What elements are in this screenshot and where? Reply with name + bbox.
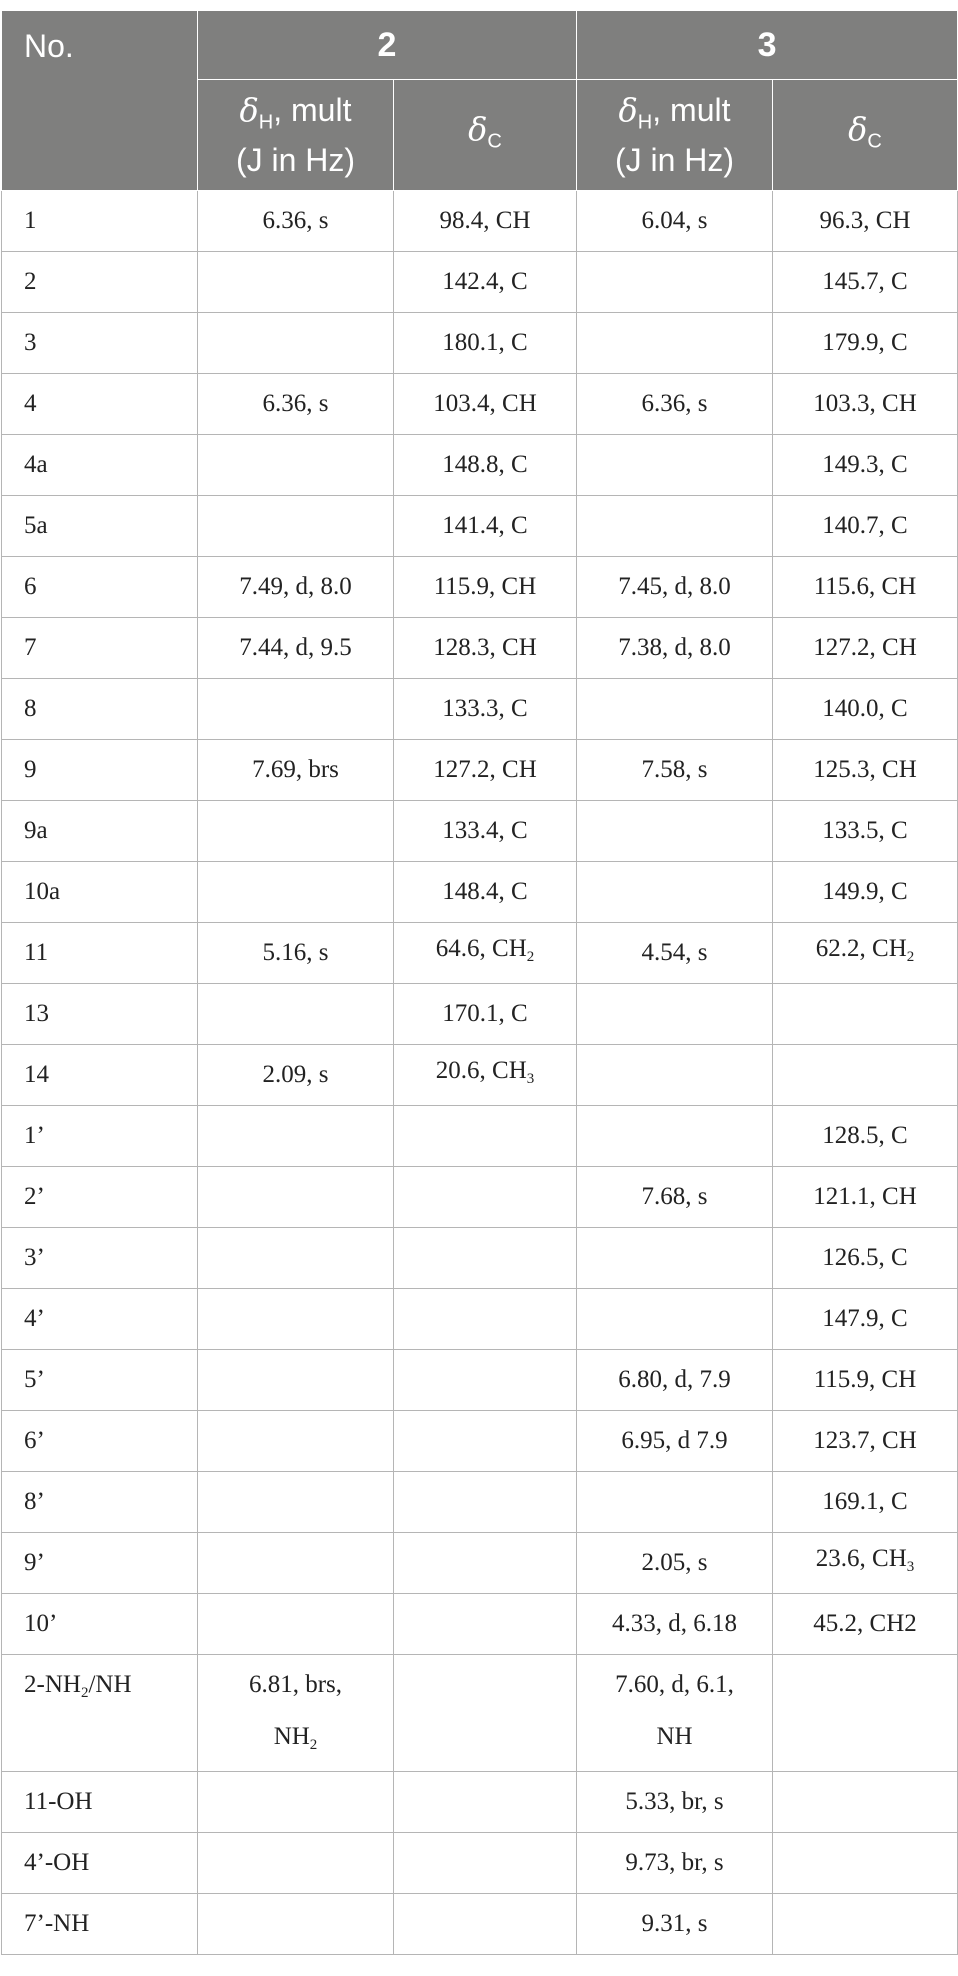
cell-dh-3 — [577, 1594, 773, 1655]
cell-dh-3 — [577, 191, 773, 252]
cell-dh-2 — [198, 435, 394, 496]
cell-dc-3-text: 147.9, C — [822, 1305, 908, 1332]
cell-no — [2, 1655, 198, 1772]
cell-dc-3-text: 145.7, C — [822, 268, 908, 295]
table-row — [2, 1228, 958, 1289]
table-row — [2, 1106, 958, 1167]
table-row — [2, 1350, 958, 1411]
cell-no — [2, 618, 198, 679]
cell-dh-2 — [198, 191, 394, 252]
cell-no-text: 3 — [24, 329, 37, 356]
cell-no — [2, 1472, 198, 1533]
cell-no-text: 4’-OH — [24, 1849, 90, 1876]
cell-dc-2-text: 98.4, CH — [439, 207, 531, 234]
cell-dc-3 — [773, 801, 958, 862]
cell-dc-2 — [394, 313, 577, 374]
cell-no — [2, 1106, 198, 1167]
cell-dh-3-text: 6.36, s — [641, 390, 708, 417]
table-row — [2, 984, 958, 1045]
header-j: (J in Hz) — [614, 142, 735, 179]
cell-dh-3-text: 4.54, s — [641, 939, 708, 966]
cell-no-text: 2 — [24, 268, 37, 295]
cell-dh-3-text: 4.33, d, 6.18 — [612, 1610, 738, 1637]
header-dc-2 — [394, 80, 577, 191]
cell-dc-3-text: 62.2, CH — [815, 935, 907, 962]
cell-dc-3-text: 127.2, CH — [813, 634, 917, 661]
table-row — [2, 801, 958, 862]
cell-no-text: 6’ — [24, 1427, 45, 1454]
cell-dh-3 — [577, 1894, 773, 1955]
cell-dc-2 — [394, 1106, 577, 1167]
cell-dh-2 — [198, 1772, 394, 1833]
cell-dc-2-text: 142.4, C — [442, 268, 528, 295]
cell-dc-3-text: 115.9, CH — [813, 1366, 917, 1393]
cell-dh-2-text: 6.36, s — [262, 207, 329, 234]
cell-dh-3 — [577, 1411, 773, 1472]
cell-dc-3 — [773, 435, 958, 496]
cell-dh-2-text: 7.69, brs — [252, 756, 339, 783]
cell-dh-2 — [198, 1472, 394, 1533]
table-row — [2, 496, 958, 557]
cell-dc-3 — [773, 1045, 958, 1106]
cell-dc-3 — [773, 923, 958, 984]
cell-dc-3 — [773, 618, 958, 679]
cell-dh-2 — [198, 801, 394, 862]
table-body — [2, 191, 958, 1955]
cell-dc-3 — [773, 252, 958, 313]
cell-dh-3-text: 6.80, d, 7.9 — [618, 1366, 731, 1393]
cell-dc-2 — [394, 984, 577, 1045]
header-mult: , mult — [652, 91, 731, 128]
cell-dh-2 — [198, 862, 394, 923]
cell-no — [2, 862, 198, 923]
header-mult: , mult — [273, 91, 352, 128]
cell-dc-3 — [773, 984, 958, 1045]
cell-dh-2 — [198, 984, 394, 1045]
cell-dh-3-text: 7.60, d, 6.1, — [615, 1671, 734, 1698]
cell-dh-3 — [577, 1228, 773, 1289]
cell-dc-2-text: 180.1, C — [442, 329, 528, 356]
cell-dc-2 — [394, 1833, 577, 1894]
cell-dc-3-text: 149.9, C — [822, 878, 908, 905]
cell-dc-2 — [394, 374, 577, 435]
cell-dh-3 — [577, 252, 773, 313]
cell-dc-2 — [394, 1655, 577, 1772]
table-row — [2, 374, 958, 435]
cell-no-text: 5a — [24, 512, 48, 539]
cell-no — [2, 496, 198, 557]
header-compound-2: 2 — [198, 11, 577, 80]
table-row — [2, 252, 958, 313]
cell-dc-3 — [773, 557, 958, 618]
cell-dc-3 — [773, 496, 958, 557]
header-dc-3 — [773, 80, 958, 191]
cell-dc-3 — [773, 1228, 958, 1289]
cell-dc-3 — [773, 1167, 958, 1228]
cell-dh-2 — [198, 1289, 394, 1350]
cell-dc-3-text: 23.6, CH — [815, 1545, 907, 1572]
nmr-data-table — [1, 10, 958, 1955]
cell-dh-2 — [198, 1655, 394, 1772]
cell-no — [2, 1045, 198, 1106]
cell-dh-2 — [198, 1350, 394, 1411]
cell-dh-3 — [577, 1350, 773, 1411]
cell-dc-3 — [773, 1411, 958, 1472]
cell-dc-3-text: 133.5, C — [822, 817, 908, 844]
delta-subscript: H — [258, 111, 274, 134]
header-j: (J in Hz) — [235, 142, 356, 179]
cell-dc-3-text: 140.0, C — [822, 695, 908, 722]
nmr-table-container — [0, 10, 958, 1955]
cell-dh-3-text: 6.04, s — [641, 207, 708, 234]
cell-no — [2, 374, 198, 435]
cell-dc-3 — [773, 1533, 958, 1594]
cell-dc-2 — [394, 435, 577, 496]
cell-dc-3 — [773, 1772, 958, 1833]
cell-dc-2 — [394, 1350, 577, 1411]
cell-dc-3 — [773, 740, 958, 801]
cell-dh-3 — [577, 679, 773, 740]
cell-dh-2 — [198, 374, 394, 435]
delta-symbol: δ — [239, 90, 259, 129]
cell-dc-3 — [773, 862, 958, 923]
cell-no — [2, 984, 198, 1045]
cell-dc-3-text: 140.7, C — [822, 512, 908, 539]
cell-dh-2-text: 6.36, s — [262, 390, 329, 417]
cell-dh-3 — [577, 1167, 773, 1228]
cell-dh-3 — [577, 1533, 773, 1594]
cell-no-text: 1 — [24, 207, 37, 234]
cell-dc-3 — [773, 1289, 958, 1350]
cell-dh-3-text: 9.73, br, s — [625, 1849, 724, 1876]
cell-no-text: 8 — [24, 695, 37, 722]
cell-dh-2 — [198, 679, 394, 740]
table-row — [2, 1533, 958, 1594]
table-row — [2, 1655, 958, 1772]
cell-dc-3 — [773, 1594, 958, 1655]
cell-dc-2 — [394, 1167, 577, 1228]
table-row — [2, 191, 958, 252]
cell-dh-3 — [577, 435, 773, 496]
cell-dc-3-text: 96.3, CH — [819, 207, 911, 234]
cell-no-text: 10a — [24, 878, 61, 905]
cell-dh-3-text: 9.31, s — [641, 1910, 708, 1937]
cell-dc-2-subscript: 3 — [526, 1071, 535, 1087]
cell-dh-2 — [198, 1228, 394, 1289]
cell-no — [2, 1228, 198, 1289]
cell-dc-3-text: 123.7, CH — [813, 1427, 917, 1454]
cell-no-rest: /NH — [88, 1671, 132, 1698]
cell-no-text: 13 — [24, 1000, 49, 1027]
cell-dc-2 — [394, 679, 577, 740]
cell-dh-2-line2: NH — [273, 1723, 310, 1750]
cell-dc-2 — [394, 618, 577, 679]
header-no-label: No. — [24, 28, 74, 64]
cell-dh-3 — [577, 984, 773, 1045]
cell-dc-3 — [773, 1106, 958, 1167]
cell-dh-2-text: 7.49, d, 8.0 — [239, 573, 352, 600]
cell-dh-3 — [577, 801, 773, 862]
cell-no-text: 4’ — [24, 1305, 45, 1332]
cell-dc-2-text: 133.3, C — [442, 695, 528, 722]
table-row — [2, 740, 958, 801]
cell-dc-3 — [773, 679, 958, 740]
cell-dh-2 — [198, 1045, 394, 1106]
cell-no-text: 14 — [24, 1061, 49, 1088]
cell-dh-3-text: 2.05, s — [641, 1549, 708, 1576]
cell-no-text: 9’ — [24, 1549, 45, 1576]
delta-subscript: H — [637, 111, 653, 134]
cell-dc-3-text: 115.6, CH — [813, 573, 917, 600]
cell-no-text: 4 — [24, 390, 37, 417]
cell-dh-3 — [577, 557, 773, 618]
cell-dh-3 — [577, 1655, 773, 1772]
cell-dc-3-text: 125.3, CH — [813, 756, 917, 783]
cell-dh-3 — [577, 313, 773, 374]
cell-dh-3 — [577, 374, 773, 435]
cell-no — [2, 1533, 198, 1594]
header-no — [2, 11, 198, 191]
table-row — [2, 1411, 958, 1472]
cell-dh-2-text: 5.16, s — [262, 939, 329, 966]
cell-no-text: 4a — [24, 451, 48, 478]
cell-no-text: 11 — [24, 939, 49, 966]
cell-dc-2 — [394, 1594, 577, 1655]
cell-dh-3-text: 7.58, s — [641, 756, 708, 783]
table-row — [2, 1894, 958, 1955]
cell-dh-2 — [198, 923, 394, 984]
cell-dc-2 — [394, 923, 577, 984]
cell-dh-3-text: 6.95, d 7.9 — [621, 1427, 728, 1454]
cell-no — [2, 252, 198, 313]
cell-no — [2, 1167, 198, 1228]
cell-dh-3 — [577, 1106, 773, 1167]
cell-dh-2 — [198, 252, 394, 313]
table-row — [2, 1472, 958, 1533]
cell-dc-2 — [394, 1411, 577, 1472]
cell-dc-2-text: 141.4, C — [442, 512, 528, 539]
cell-dc-2-text: 20.6, CH — [435, 1057, 527, 1084]
table-row — [2, 923, 958, 984]
cell-dc-3 — [773, 313, 958, 374]
cell-dc-2-text: 127.2, CH — [433, 756, 537, 783]
cell-no — [2, 679, 198, 740]
cell-no — [2, 557, 198, 618]
cell-dc-2 — [394, 1045, 577, 1106]
cell-no-subscript: 2 — [80, 1685, 89, 1701]
cell-no-text: 7 — [24, 634, 37, 661]
cell-dh-3-text: 5.33, br, s — [625, 1788, 724, 1815]
cell-dh-3 — [577, 1472, 773, 1533]
cell-dc-3-subscript: 3 — [906, 1559, 915, 1575]
cell-dc-2 — [394, 862, 577, 923]
cell-dh-2 — [198, 496, 394, 557]
cell-no — [2, 923, 198, 984]
cell-dh-3 — [577, 740, 773, 801]
cell-dh-3 — [577, 496, 773, 557]
header-dh-2 — [198, 80, 394, 191]
cell-no-text: 8’ — [24, 1488, 45, 1515]
cell-dc-2 — [394, 1289, 577, 1350]
cell-dh-3-text: 7.68, s — [641, 1183, 708, 1210]
cell-no-text: 1’ — [24, 1122, 45, 1149]
cell-dc-3 — [773, 1472, 958, 1533]
cell-no-text: 11-OH — [24, 1788, 93, 1815]
cell-no-text: 2-NH — [24, 1671, 81, 1698]
table-row — [2, 1167, 958, 1228]
cell-dh-2 — [198, 1594, 394, 1655]
cell-no-text: 3’ — [24, 1244, 45, 1271]
cell-no — [2, 801, 198, 862]
cell-dc-2 — [394, 1772, 577, 1833]
cell-dh-3 — [577, 1772, 773, 1833]
cell-no-text: 7’-NH — [24, 1910, 90, 1937]
cell-dc-2-text: 148.4, C — [442, 878, 528, 905]
delta-subscript: C — [487, 130, 502, 153]
header-dh-3 — [577, 80, 773, 191]
cell-dc-2-text: 170.1, C — [442, 1000, 528, 1027]
cell-dh-2 — [198, 313, 394, 374]
cell-dc-3 — [773, 1655, 958, 1772]
cell-no — [2, 1350, 198, 1411]
table-row — [2, 1772, 958, 1833]
cell-no-text: 5’ — [24, 1366, 45, 1393]
cell-dh-2 — [198, 1411, 394, 1472]
cell-dc-2-text: 128.3, CH — [433, 634, 537, 661]
cell-dc-3-text: 179.9, C — [822, 329, 908, 356]
cell-dc-2-text: 133.4, C — [442, 817, 528, 844]
table-row — [2, 435, 958, 496]
cell-dc-2 — [394, 1228, 577, 1289]
table-row — [2, 1833, 958, 1894]
cell-dh-2-text: 2.09, s — [262, 1061, 329, 1088]
cell-dh-3-text: 7.38, d, 8.0 — [618, 634, 731, 661]
cell-dc-2-text: 103.4, CH — [433, 390, 537, 417]
cell-dc-2-text: 64.6, CH — [435, 935, 527, 962]
cell-no-text: 9a — [24, 817, 48, 844]
cell-dc-2 — [394, 191, 577, 252]
cell-no-text: 6 — [24, 573, 37, 600]
cell-dc-3 — [773, 1350, 958, 1411]
cell-no — [2, 740, 198, 801]
cell-dc-3-subscript: 2 — [906, 949, 915, 965]
cell-dh-2-line2-subscript: 2 — [309, 1737, 318, 1753]
cell-dh-2 — [198, 1533, 394, 1594]
cell-no-text: 9 — [24, 756, 37, 783]
cell-dc-3 — [773, 1833, 958, 1894]
cell-dc-2 — [394, 801, 577, 862]
cell-dc-3-text: 103.3, CH — [813, 390, 917, 417]
table-row — [2, 679, 958, 740]
cell-dh-2 — [198, 1106, 394, 1167]
cell-dc-3-text: 149.3, C — [822, 451, 908, 478]
cell-dc-3 — [773, 374, 958, 435]
delta-subscript: C — [867, 130, 882, 153]
cell-dc-2 — [394, 1472, 577, 1533]
cell-dh-3 — [577, 923, 773, 984]
delta-symbol: δ — [618, 90, 638, 129]
cell-no — [2, 435, 198, 496]
cell-no — [2, 1833, 198, 1894]
cell-no — [2, 1894, 198, 1955]
cell-dh-2 — [198, 1833, 394, 1894]
cell-dh-3 — [577, 862, 773, 923]
cell-dc-2-text: 148.8, C — [442, 451, 528, 478]
cell-no-text: 2’ — [24, 1183, 45, 1210]
cell-no — [2, 1594, 198, 1655]
cell-dh-2 — [198, 557, 394, 618]
cell-dh-3 — [577, 1045, 773, 1106]
cell-dc-2 — [394, 740, 577, 801]
table-row — [2, 1045, 958, 1106]
cell-dc-3 — [773, 191, 958, 252]
cell-no — [2, 1772, 198, 1833]
cell-dh-3 — [577, 1289, 773, 1350]
cell-dh-3 — [577, 618, 773, 679]
delta-symbol: δ — [468, 109, 488, 148]
cell-dc-2-text: 115.9, CH — [433, 573, 537, 600]
cell-dh-3-line2: NH — [656, 1723, 693, 1750]
cell-dc-2-subscript: 2 — [526, 949, 535, 965]
table-row — [2, 313, 958, 374]
cell-dc-3 — [773, 1894, 958, 1955]
table-row — [2, 557, 958, 618]
cell-dc-3-text: 128.5, C — [822, 1122, 908, 1149]
cell-no — [2, 1411, 198, 1472]
cell-dc-2 — [394, 496, 577, 557]
cell-dh-3-text: 7.45, d, 8.0 — [618, 573, 731, 600]
cell-dh-3 — [577, 1833, 773, 1894]
cell-no — [2, 1289, 198, 1350]
cell-dc-3-text: 121.1, CH — [813, 1183, 917, 1210]
cell-dc-3-text: 45.2, CH2 — [813, 1610, 917, 1637]
cell-dc-3-text: 169.1, C — [822, 1488, 908, 1515]
table-row — [2, 618, 958, 679]
cell-dh-2 — [198, 618, 394, 679]
table-row — [2, 862, 958, 923]
cell-no-text: 10’ — [24, 1610, 58, 1637]
cell-no — [2, 191, 198, 252]
cell-dh-2-text: 7.44, d, 9.5 — [239, 634, 352, 661]
cell-dh-2 — [198, 740, 394, 801]
cell-dc-2 — [394, 1533, 577, 1594]
header-row-compounds — [2, 11, 958, 80]
table-row — [2, 1594, 958, 1655]
table-row — [2, 1289, 958, 1350]
cell-dh-2 — [198, 1894, 394, 1955]
cell-dc-3-text: 126.5, C — [822, 1244, 908, 1271]
cell-no — [2, 313, 198, 374]
cell-dh-2-text: 6.81, brs, — [248, 1671, 343, 1698]
cell-dc-2 — [394, 1894, 577, 1955]
cell-dc-2 — [394, 557, 577, 618]
delta-symbol: δ — [848, 109, 868, 148]
cell-dh-2 — [198, 1167, 394, 1228]
header-compound-3: 3 — [577, 11, 958, 80]
cell-dc-2 — [394, 252, 577, 313]
